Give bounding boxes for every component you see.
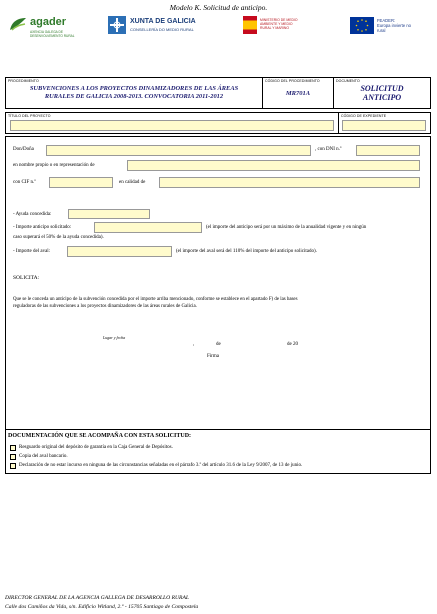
procedure-header: [5, 77, 431, 109]
lugar-fecha-label: Lugar y fecha: [103, 335, 126, 340]
xunta-emblem-icon: [108, 16, 126, 34]
doc-checkbox-3[interactable]: [10, 463, 16, 469]
procedimiento-cell: [6, 78, 262, 108]
agader-name: agader: [30, 16, 67, 28]
project-frame: [5, 112, 431, 134]
date-de-2: de 20: [287, 342, 298, 347]
date-comma: ,: [193, 342, 195, 347]
importe-label: - Importe anticipo solicitado:: [13, 225, 72, 230]
doc-checkbox-1[interactable]: [10, 445, 16, 451]
doc-item-1: Resguardo original del depósito de garantía en la Caja General de Depósitos.: [19, 445, 173, 450]
aval-field[interactable]: [67, 246, 172, 257]
aval-label: - Importe del aval:: [13, 249, 51, 254]
titulo-label: TÍTULO DEL PROYECTO: [8, 114, 51, 118]
agader-subtitle: AXENCIA GALEGA DE DESENVOLVEMENTO RURAL: [30, 30, 75, 38]
documento-value: [334, 84, 430, 102]
calidad-field[interactable]: [159, 177, 420, 188]
documento-line-1: SOLICITUD: [360, 84, 404, 93]
spain-shield-icon: [243, 16, 257, 34]
aval-note: (el importe del aval será del 110% del importe del anticipo solicitado).: [176, 249, 317, 254]
doc-item-3: Declaración de no estar incurso en ninguna de las circunstancias señaladas en el párrafo 3.º del artículo 31.6 de la Ley 9/2007, de 13 de junio.: [19, 463, 303, 468]
codigo-value: MR701A: [285, 90, 311, 97]
solicita-heading: SOLICITA:: [13, 275, 40, 281]
expediente-label: CÓDIGO DE EXPEDIENTE: [341, 114, 387, 118]
solicita-text: [13, 296, 425, 310]
importe-note-1: (el importe del anticipo será por un máximo de la anualidad vigente y en ningún: [206, 225, 367, 230]
docs-heading: DOCUMENTACIÓN QUE SE ACOMPAÑA CON ESTA SOLICITUD:: [8, 433, 192, 439]
doc-checkbox-2[interactable]: [10, 454, 16, 460]
documento-label: DOCUMENTO: [336, 79, 360, 83]
agader-leaf-icon: [8, 16, 28, 32]
dni-label: , con DNI n.º: [315, 147, 342, 152]
codigo-expediente-field[interactable]: [342, 120, 426, 131]
cif-label: con CIF n.º: [13, 180, 36, 185]
date-de-1: de: [216, 342, 221, 347]
eu-flag-icon: [350, 17, 374, 34]
logo-bar: [0, 14, 437, 44]
documento-line-2: ANTICIPO: [362, 93, 402, 102]
divider: [338, 113, 339, 133]
solicitud-form: [5, 136, 431, 474]
footer-line-1: DIRECTOR GENERAL DE LA AGENCIA GALLEGA DE DESARROLLO RURAL: [5, 595, 189, 601]
titulo-proyecto-field[interactable]: [10, 120, 334, 131]
procedimiento-label: PROCEDIMIENTO: [8, 79, 39, 83]
calidad-label: en calidad de: [119, 180, 146, 185]
ayuda-field[interactable]: [68, 209, 150, 219]
docs-separator: [6, 429, 430, 430]
firma-label: Firma: [207, 354, 219, 359]
procedimiento-value: [8, 85, 260, 101]
solicita-text-line-1: Que se le conceda un anticipo de la subvención concedida por el importe arriba mencionado, conforme se establece en el apartado F) de las bases: [13, 297, 298, 302]
importe-field[interactable]: [94, 222, 202, 233]
xunta-name: XUNTA DE GALICIA: [130, 18, 196, 25]
codigo-label: CÓDIGO DEL PROCEDIMIENTO: [265, 79, 320, 83]
dni-field[interactable]: [356, 145, 420, 156]
ayuda-label: - Ayuda concedida:: [13, 212, 52, 217]
representacion-label: en nombre propio o en representación de: [13, 163, 95, 168]
nombre-field[interactable]: [46, 145, 311, 156]
solicita-text-line-2: reguladoras de las subvenciones a los proyectos dinamizadores de las áreas rurales de Galicia.: [13, 304, 197, 309]
procedimiento-line-2: RURALES DE GALICIA 2008-2013. CONVOCATORIA 2011-2012: [44, 93, 224, 100]
footer-line-2: Calle dos Camiños da Vida, s/n. Edificio Witland, 2.º - 15705 Santiago de Compostela: [5, 604, 199, 610]
feader-title: FEADER:: [377, 18, 396, 23]
ministerio-name: MINISTERIO DE MEDIO AMBIENTE Y MEDIO RURAL Y MARINO: [260, 18, 298, 30]
documento-cell: [334, 78, 430, 108]
doc-item-2: Copia del aval bancario.: [19, 454, 68, 459]
importe-note-2: caso superará el 50% de la ayuda concedida).: [13, 235, 104, 240]
codigo-cell: [263, 78, 333, 108]
don-label: Don/Doña: [13, 147, 34, 152]
cif-field[interactable]: [49, 177, 113, 188]
procedimiento-line-1: SUBVENCIONES A LOS PROYECTOS DINAMIZADORES DE LAS ÁREAS: [29, 85, 239, 92]
xunta-subtitle: CONSELLERÍA DO MEDIO RURAL: [130, 27, 194, 32]
feader-text: Europa invierte no rural: [377, 23, 411, 33]
page-title: Modelo K. Solicitud de anticipo.: [169, 3, 268, 12]
representacion-field[interactable]: [127, 160, 420, 171]
